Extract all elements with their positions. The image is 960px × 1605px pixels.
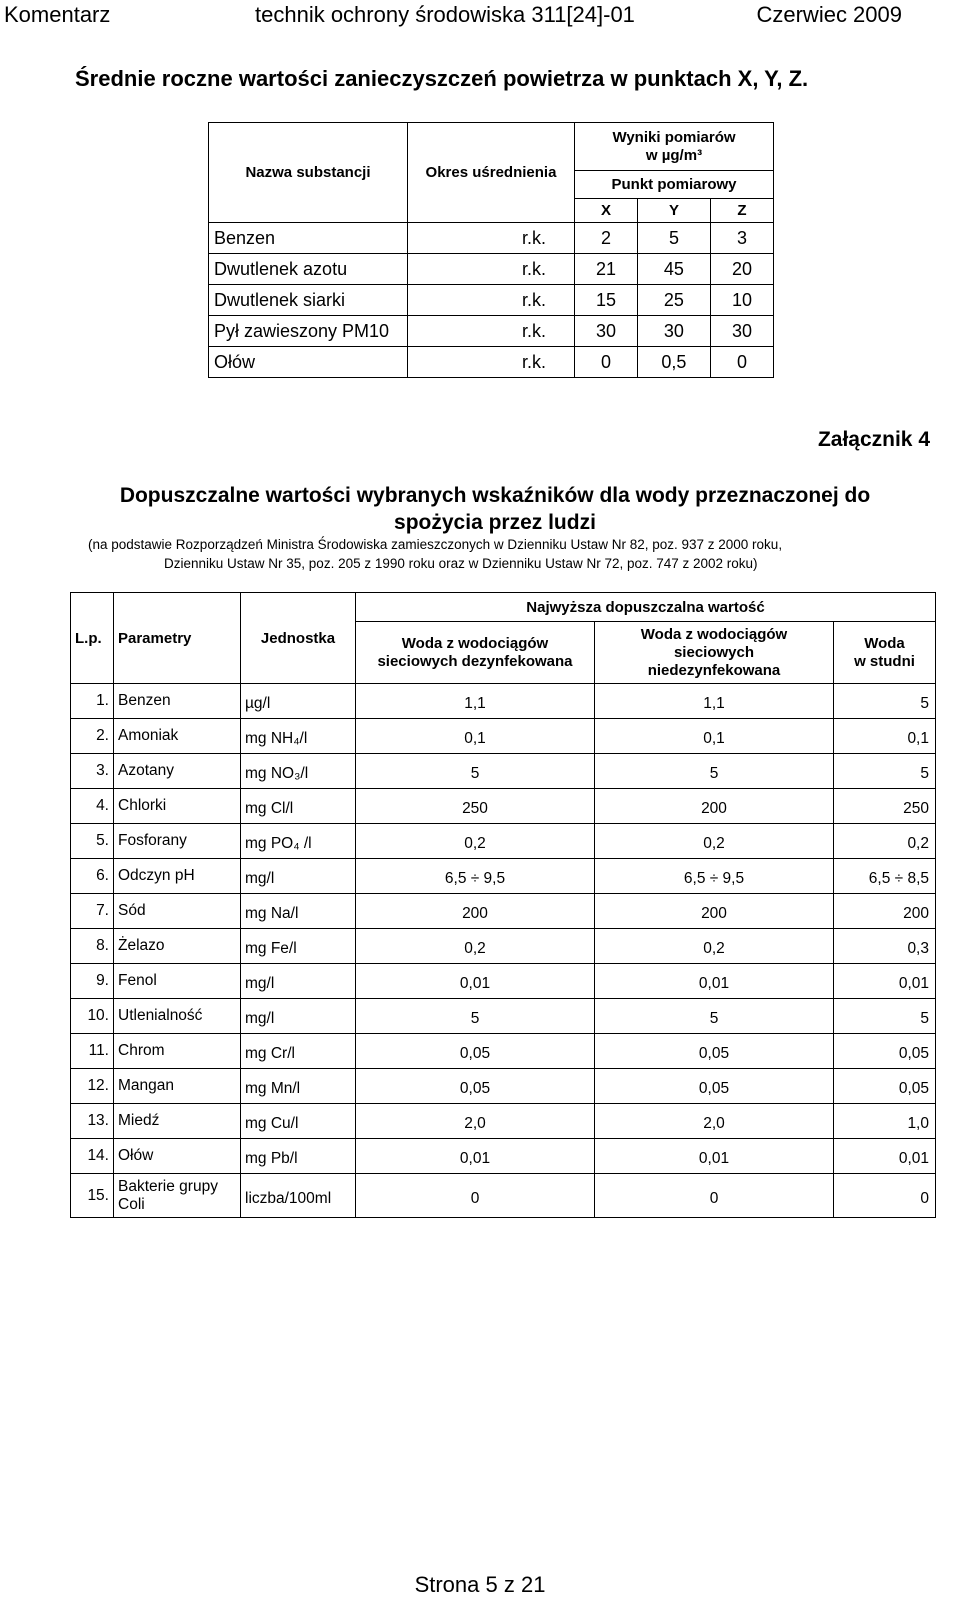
cell-lp: 8. <box>71 929 114 964</box>
page-number: Strona 5 z 21 <box>414 1572 546 1597</box>
cell-z: 10 <box>710 285 773 316</box>
table-row <box>71 1139 936 1174</box>
header-right: Czerwiec 2009 <box>756 2 902 27</box>
cell-b: 5 <box>595 754 834 789</box>
cell-param: Odczyn pH <box>114 859 241 894</box>
cell-name: Pył zawieszony PM10 <box>209 316 408 347</box>
cell-b: 0,2 <box>595 929 834 964</box>
cell-lp: 13. <box>71 1104 114 1139</box>
table2-source-note: (na podstawie Rozporządzeń Ministra Środowiska zamieszczonych w Dzienniku Ustaw Nr 82, poz. 937 z 2000 roku, Dzienniku Ustaw Nr 35, poz. 205 z 1990 roku oraz w Dzienniku Ustaw Nr 72, poz. 747 z 2002 roku) <box>88 537 783 571</box>
cell-unit: mg Na/l <box>241 894 356 929</box>
cell-name: Dwutlenek siarki <box>209 285 408 316</box>
cell-lp: 14. <box>71 1139 114 1174</box>
table-row <box>71 859 936 894</box>
cell-a: 2,0 <box>356 1104 595 1139</box>
cell-period: r.k. <box>408 285 575 316</box>
cell-param: Miedź <box>114 1104 241 1139</box>
cell-b: 6,5 ÷ 9,5 <box>595 859 834 894</box>
cell-param: Żelazo <box>114 929 241 964</box>
col-max-header: Najwyższa dopuszczalna wartość <box>356 593 936 622</box>
cell-unit: mg/l <box>241 999 356 1034</box>
cell-y: 0,5 <box>637 347 710 378</box>
cell-param: Bakterie grupy Coli <box>114 1174 241 1218</box>
col-period-header: Okres uśrednienia <box>408 123 575 223</box>
point-header-y: Y <box>637 199 710 223</box>
cell-b: 200 <box>595 894 834 929</box>
col-param-header: Parametry <box>114 593 241 684</box>
water-quality-table <box>70 592 936 1218</box>
table-row <box>209 347 774 378</box>
cell-param: Fosforany <box>114 824 241 859</box>
cell-name: Benzen <box>209 223 408 254</box>
cell-lp: 4. <box>71 789 114 824</box>
cell-param: Azotany <box>114 754 241 789</box>
cell-unit: mg Cr/l <box>241 1034 356 1069</box>
header-center: technik ochrony środowiska 311[24]-01 <box>255 2 635 27</box>
table-row <box>71 999 936 1034</box>
cell-lp: 3. <box>71 754 114 789</box>
cell-unit: mg Cl/l <box>241 789 356 824</box>
cell-a: 0,01 <box>356 964 595 999</box>
cell-x: 21 <box>575 254 638 285</box>
cell-c: 5 <box>834 999 936 1034</box>
cell-b: 0,01 <box>595 964 834 999</box>
cell-unit: mg NH₄/l <box>241 719 356 754</box>
table-row <box>71 1034 936 1069</box>
cell-c: 5 <box>834 754 936 789</box>
cell-a: 0 <box>356 1174 595 1218</box>
cell-b: 0 <box>595 1174 834 1218</box>
table-row <box>71 754 936 789</box>
table2-title: Dopuszczalne wartości wybranych wskaźników dla wody przeznaczonej do spożycia przez ludzi <box>119 484 871 534</box>
cell-period: r.k. <box>408 223 575 254</box>
cell-param: Utlenialność <box>114 999 241 1034</box>
cell-b: 0,05 <box>595 1069 834 1104</box>
cell-unit: mg Cu/l <box>241 1104 356 1139</box>
cell-c: 5 <box>834 684 936 719</box>
cell-z: 30 <box>710 316 773 347</box>
col-b-header: Woda z wodociągów sieciowych niedezynfekowana <box>595 622 834 684</box>
table-row <box>71 684 936 719</box>
cell-param: Chrom <box>114 1034 241 1069</box>
table-row <box>71 824 936 859</box>
cell-lp: 7. <box>71 894 114 929</box>
cell-lp: 6. <box>71 859 114 894</box>
cell-a: 0,2 <box>356 824 595 859</box>
cell-c: 250 <box>834 789 936 824</box>
cell-b: 2,0 <box>595 1104 834 1139</box>
cell-z: 20 <box>710 254 773 285</box>
cell-x: 2 <box>575 223 638 254</box>
cell-c: 1,0 <box>834 1104 936 1139</box>
cell-a: 0,05 <box>356 1034 595 1069</box>
table-row <box>71 929 936 964</box>
col-unit-header: Jednostka <box>241 593 356 684</box>
cell-unit: liczba/100ml <box>241 1174 356 1218</box>
table-row <box>71 719 936 754</box>
air-pollution-table <box>208 122 774 378</box>
cell-unit: mg NO₃/l <box>241 754 356 789</box>
cell-a: 0,05 <box>356 1069 595 1104</box>
cell-unit: mg/l <box>241 964 356 999</box>
table-row <box>71 894 936 929</box>
cell-c: 0,01 <box>834 964 936 999</box>
cell-param: Mangan <box>114 1069 241 1104</box>
table1-title: Średnie roczne wartości zanieczyszczeń powietrza w punktach X, Y, Z. <box>75 66 809 91</box>
cell-param: Amoniak <box>114 719 241 754</box>
cell-c: 0,05 <box>834 1034 936 1069</box>
cell-unit: mg Fe/l <box>241 929 356 964</box>
cell-a: 6,5 ÷ 9,5 <box>356 859 595 894</box>
cell-c: 0,01 <box>834 1139 936 1174</box>
cell-period: r.k. <box>408 254 575 285</box>
cell-y: 45 <box>637 254 710 285</box>
cell-unit: mg Mn/l <box>241 1069 356 1104</box>
cell-a: 1,1 <box>356 684 595 719</box>
table-row <box>71 964 936 999</box>
table-row <box>209 285 774 316</box>
cell-c: 6,5 ÷ 8,5 <box>834 859 936 894</box>
attachment-label: Załącznik 4 <box>817 428 930 451</box>
cell-c: 200 <box>834 894 936 929</box>
table-row <box>209 316 774 347</box>
col-substance-header: Nazwa substancji <box>209 123 408 223</box>
cell-a: 0,2 <box>356 929 595 964</box>
cell-lp: 5. <box>71 824 114 859</box>
cell-period: r.k. <box>408 347 575 378</box>
cell-lp: 2. <box>71 719 114 754</box>
cell-z: 3 <box>710 223 773 254</box>
table-row <box>71 1174 936 1218</box>
cell-period: r.k. <box>408 316 575 347</box>
cell-x: 15 <box>575 285 638 316</box>
cell-lp: 10. <box>71 999 114 1034</box>
cell-name: Dwutlenek azotu <box>209 254 408 285</box>
table-row <box>71 789 936 824</box>
cell-param: Benzen <box>114 684 241 719</box>
cell-name: Ołów <box>209 347 408 378</box>
cell-c: 0,05 <box>834 1069 936 1104</box>
cell-a: 0,1 <box>356 719 595 754</box>
point-header-x: X <box>575 199 638 223</box>
cell-x: 0 <box>575 347 638 378</box>
cell-lp: 15. <box>71 1174 114 1218</box>
cell-lp: 12. <box>71 1069 114 1104</box>
cell-b: 5 <box>595 999 834 1034</box>
cell-c: 0,1 <box>834 719 936 754</box>
cell-a: 250 <box>356 789 595 824</box>
cell-b: 1,1 <box>595 684 834 719</box>
cell-b: 0,2 <box>595 824 834 859</box>
cell-a: 0,01 <box>356 1139 595 1174</box>
cell-c: 0,2 <box>834 824 936 859</box>
col-lp-header: L.p. <box>71 593 114 684</box>
cell-c: 0,3 <box>834 929 936 964</box>
header-left: Komentarz <box>4 2 111 27</box>
col-results-header: Wyniki pomiarów w µg/m³ <box>575 123 774 171</box>
table-row <box>71 1069 936 1104</box>
col-a-header: Woda z wodociągów sieciowych dezynfekowana <box>356 622 595 684</box>
cell-b: 0,01 <box>595 1139 834 1174</box>
point-header-z: Z <box>710 199 773 223</box>
cell-b: 200 <box>595 789 834 824</box>
table-row <box>209 254 774 285</box>
table-row <box>71 1104 936 1139</box>
cell-x: 30 <box>575 316 638 347</box>
cell-lp: 11. <box>71 1034 114 1069</box>
cell-y: 5 <box>637 223 710 254</box>
cell-y: 30 <box>637 316 710 347</box>
cell-c: 0 <box>834 1174 936 1218</box>
col-c-header: Woda w studni <box>834 622 936 684</box>
cell-b: 0,1 <box>595 719 834 754</box>
cell-a: 5 <box>356 999 595 1034</box>
cell-lp: 1. <box>71 684 114 719</box>
cell-unit: mg Pb/l <box>241 1139 356 1174</box>
cell-unit: µg/l <box>241 684 356 719</box>
table-row <box>209 223 774 254</box>
cell-param: Chlorki <box>114 789 241 824</box>
cell-unit: mg/l <box>241 859 356 894</box>
cell-unit: mg PO₄ /l <box>241 824 356 859</box>
cell-param: Ołów <box>114 1139 241 1174</box>
cell-y: 25 <box>637 285 710 316</box>
cell-lp: 9. <box>71 964 114 999</box>
cell-param: Fenol <box>114 964 241 999</box>
col-point-header: Punkt pomiarowy <box>575 171 774 199</box>
cell-a: 5 <box>356 754 595 789</box>
cell-param: Sód <box>114 894 241 929</box>
cell-z: 0 <box>710 347 773 378</box>
cell-b: 0,05 <box>595 1034 834 1069</box>
cell-a: 200 <box>356 894 595 929</box>
